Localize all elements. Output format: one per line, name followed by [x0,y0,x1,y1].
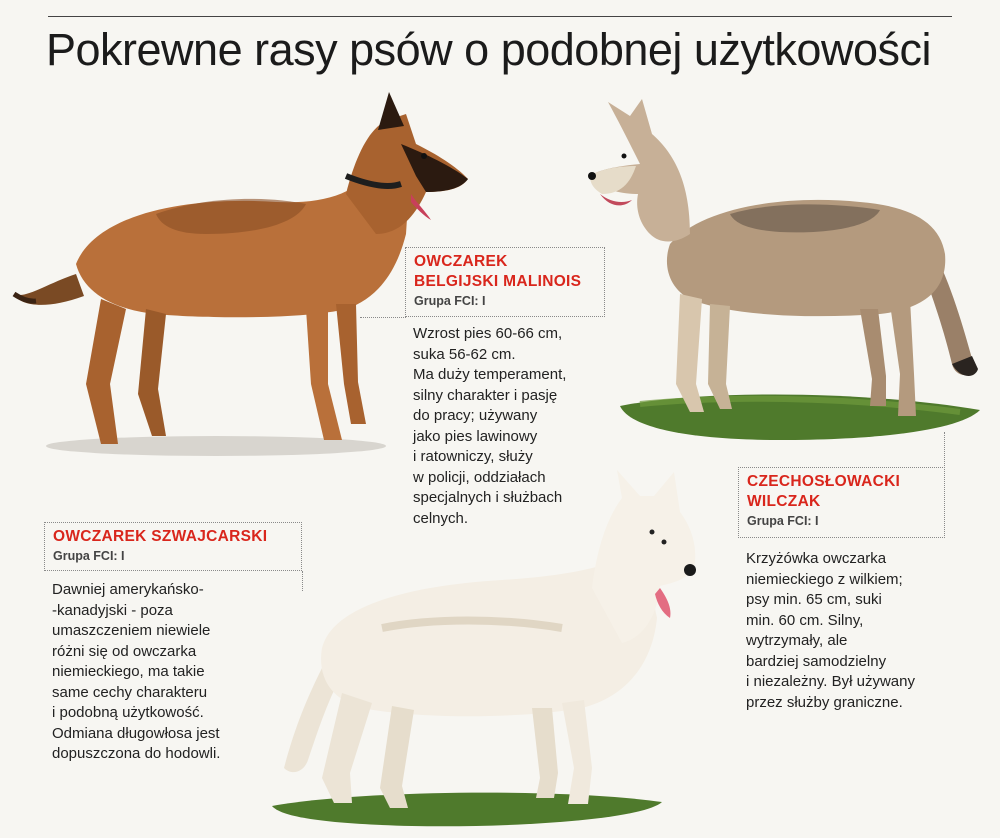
malinois-name: OWCZAREK BELGIJSKI MALINOIS [414,253,582,290]
szwajcarski-name: OWCZAREK SZWAJCARSKI [53,528,268,545]
malinois-group: Grupa FCI: I [414,294,486,308]
top-rule [48,16,952,17]
szwajcarski-connector [302,571,303,591]
wilczak-name: CZECHOSŁOWACKI WILCZAK [747,473,901,510]
wilczak-description: Krzyżówka owczarka niemieckiego z wilkiem; psy min. 65 cm, suki min. 60 cm. Silny, wytrzymały, ale bardziej samodzielny i niezależny. Był używany przez służby graniczne. [746,550,915,711]
malinois-connector [360,317,406,318]
wilczak-header [738,467,945,538]
malinois-header [405,247,605,317]
szwajcarski-group: Grupa FCI: I [53,549,125,563]
szwajcarski-description: Dawniej amerykańsko- -kanadyjski - poza umaszczeniem niewiele różni się od owczarka niemieckiego, ma takie same cechy charakteru i podobną użytkowość. Odmiana długowłosa jest dopuszczona do hodowli. [52,581,221,762]
wilczak-photo [580,94,992,449]
page-title: Pokrewne rasy psów o podobnej użytkowości [46,24,931,75]
wilczak-group: Grupa FCI: I [747,514,819,528]
malinois-description: Wzrost pies 60-66 cm, suka 56-62 cm. Ma duży temperament, silny charakter i pasję do pracy; używany jako pies lawinowy i ratowniczy, służy w policji, oddziałach specjalnych i służbach celnych. [413,325,567,527]
szwajcarski-header [44,522,302,571]
wilczak-connector [944,432,945,468]
